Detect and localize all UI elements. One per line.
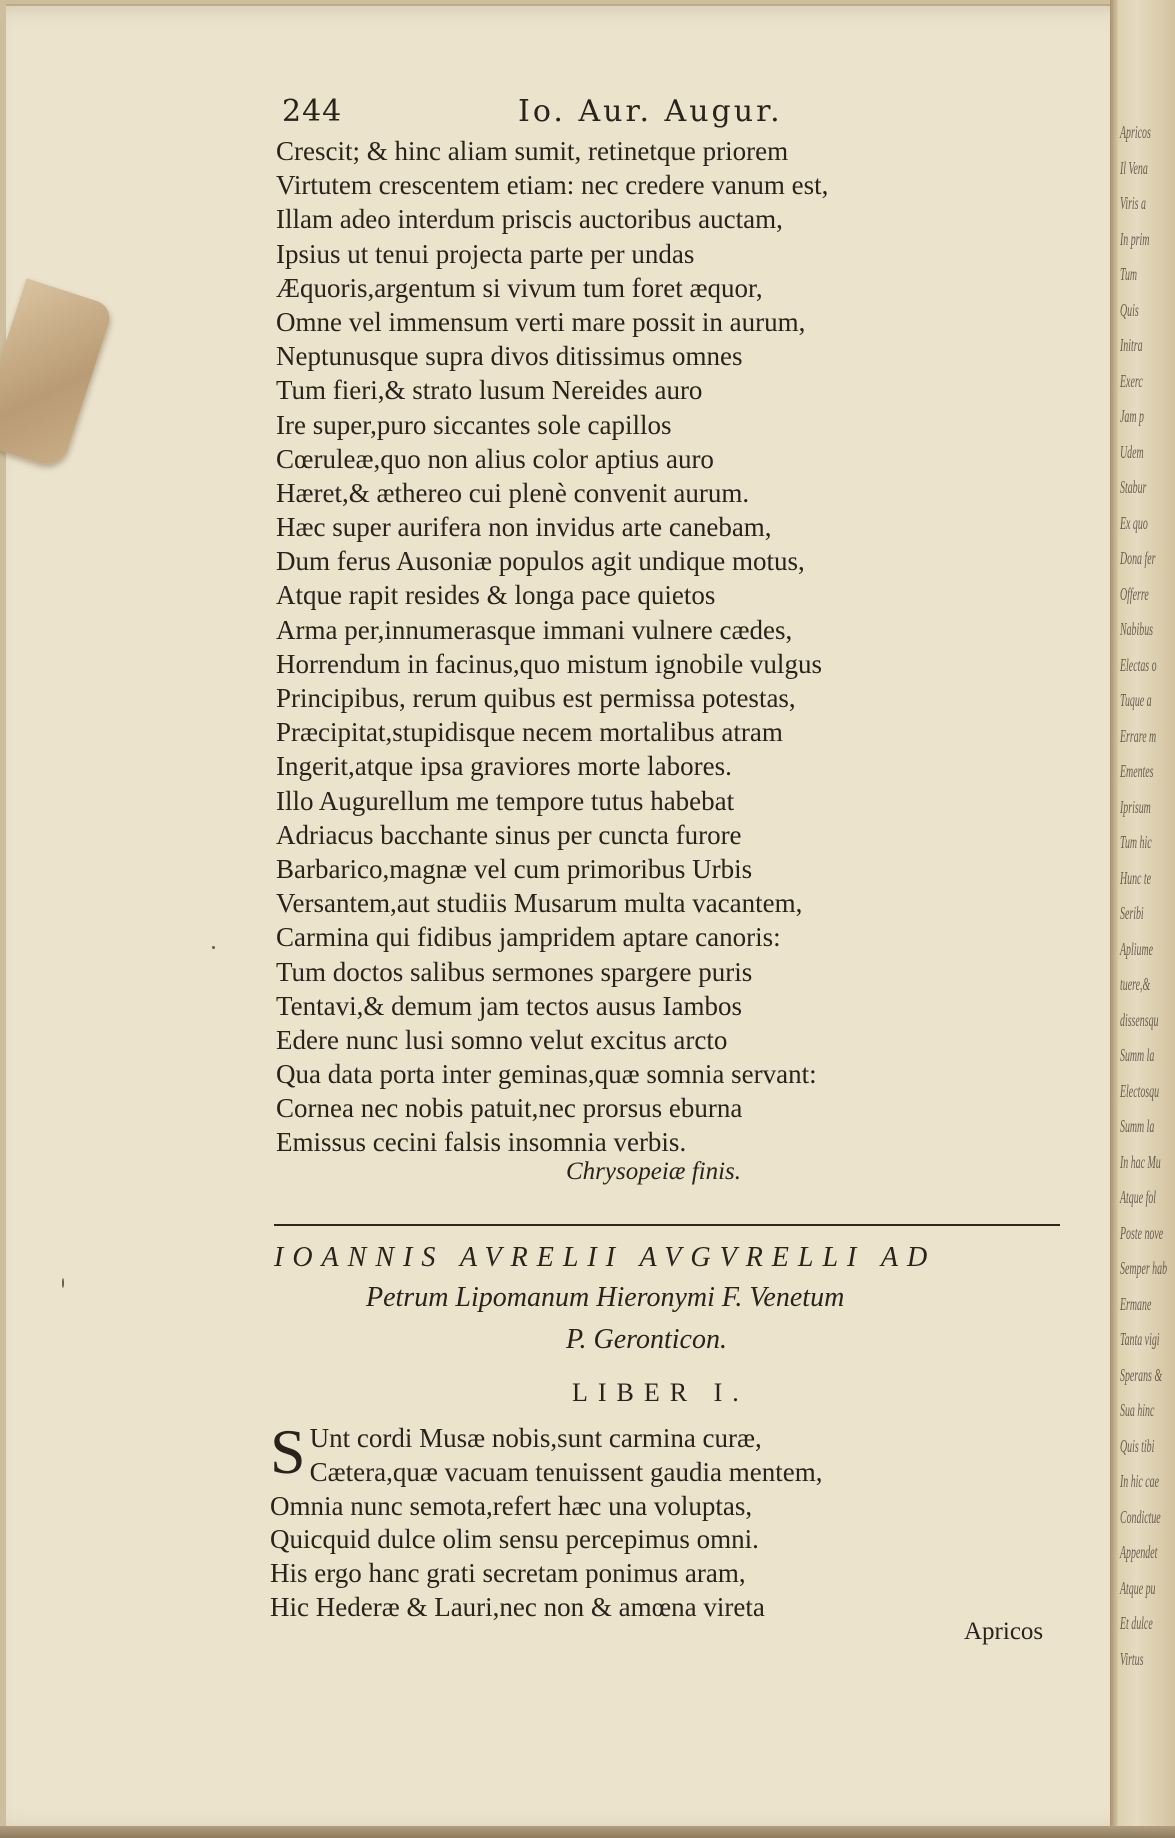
verse-line: Qua data porta inter geminas,quæ somnia servant: — [276, 1059, 817, 1090]
catchword: Apricos — [964, 1618, 1044, 1645]
adjacent-page-fragment: In hac Mu — [1120, 1151, 1161, 1172]
adjacent-page-fragment: Sua hinc — [1120, 1400, 1155, 1420]
verse-line: Omnia nunc semota,refert hæc una voluptas, — [270, 1490, 753, 1521]
adjacent-page-fragment: Nabibus — [1120, 619, 1154, 639]
adjacent-page-fragment: Atque fol — [1120, 1187, 1157, 1207]
book-number: LIBER I. — [572, 1378, 749, 1407]
adjacent-page-fragment: Ex quo — [1120, 512, 1148, 533]
adjacent-page-fragment: Offerre — [1120, 583, 1149, 604]
verse-line: Versantem,aut studiis Musarum multa vacantem, — [276, 888, 803, 919]
adjacent-page-fragment: Sperans & — [1120, 1364, 1163, 1385]
verse-line: Adriacus bacchante sinus per cuncta furore — [276, 819, 742, 850]
verse-line: Hæc super aurifera non invidus arte canebam, — [276, 512, 772, 543]
adjacent-page-edge — [1110, 0, 1175, 1838]
verse-line: Hæret,& æthereo cui plenè convenit aurum. — [276, 477, 750, 508]
poem-geronticon-opening — [270, 1416, 1050, 1625]
verse-line: Dum ferus Ausoniæ populos agit undique motus, — [276, 546, 805, 577]
verse-line: Ipsius ut tenui projecta parte per undas — [276, 238, 695, 269]
running-head — [282, 94, 862, 130]
adjacent-page-fragment: Viris a — [1120, 193, 1146, 213]
adjacent-page-fragment: Semper hab — [1120, 1258, 1168, 1278]
adjacent-page-fragment: dissensqu — [1120, 1009, 1159, 1030]
verse-line: Æquoris,argentum si vivum tum foret æquor, — [276, 272, 763, 303]
adjacent-page-fragment: Iprisum — [1120, 796, 1151, 817]
paper-speck — [212, 946, 215, 949]
verse-line: Atque rapit resides & longa pace quietos — [276, 580, 716, 611]
adjacent-page-fragment: Tuque a — [1120, 690, 1152, 710]
finis-line: Chrysopeiæ finis. — [566, 1158, 742, 1185]
adjacent-page-fragment: Apliume — [1120, 938, 1153, 959]
verse-line: Unt cordi Musæ nobis,sunt carmina curæ, — [309, 1423, 762, 1453]
poem-chrysopeia-ending — [276, 134, 976, 1160]
adjacent-page-fragment: Summ la — [1120, 1045, 1155, 1065]
adjacent-page-fragment: Exerc — [1120, 370, 1143, 391]
heading-dedicatee-line: Petrum Lipomanum Hieronymi F. Venetum — [366, 1282, 845, 1313]
verse-line: Illo Augurellum me tempore tutus habebat — [276, 785, 735, 816]
verse-line: Cætera,quæ vacuam tenuissent gaudia mentem, — [309, 1456, 823, 1487]
verse-line: Cœruleæ,quo non alius color aptius auro — [276, 443, 714, 474]
adjacent-page-fragment: Hunc te — [1120, 867, 1152, 888]
adjacent-page-fragment: Il Vena — [1120, 157, 1148, 178]
verse-line: Neptunusque supra divos ditissimus omnes — [276, 341, 743, 372]
adjacent-page-fragment: Dona fer — [1120, 548, 1156, 568]
book-page — [6, 4, 1147, 1832]
page-number: 244 — [282, 94, 343, 129]
page-bottom-edge — [0, 1826, 1175, 1838]
verse-line: Cornea nec nobis patuit,nec prorsus eburna — [276, 1093, 743, 1124]
verse-line: Præcipitat,stupidisque necem mortalibus atram — [276, 717, 783, 748]
adjacent-page-fragment: tuere,& — [1120, 974, 1151, 994]
verse-line: Quicquid dulce olim sensu percepimus omni. — [270, 1524, 759, 1555]
verse-line: Edere nunc lusi somno velut excitus arcto — [276, 1024, 728, 1055]
adjacent-page-fragment: Ementes — [1120, 761, 1154, 781]
section-divider — [274, 1224, 1060, 1226]
verse-line: Carmina qui fidibus jampridem aptare canoris: — [276, 922, 781, 953]
adjacent-page-fragment: Errare m — [1120, 725, 1157, 746]
verse-line: Omne vel immensum verti mare possit in aurum, — [276, 306, 806, 337]
adjacent-page-fragment: Poste nove — [1120, 1222, 1164, 1243]
drop-capital: S — [270, 1416, 306, 1487]
adjacent-page-fragment: Electosqu — [1120, 1080, 1160, 1101]
heading-work-title: P. Geronticon. — [566, 1324, 727, 1355]
verse-line: His ergo hanc grati secretam ponimus aram, — [270, 1558, 746, 1589]
adjacent-page-fragment: Tanta vigi — [1120, 1329, 1160, 1349]
running-title: Io. Aur. Augur. — [518, 94, 783, 129]
adjacent-page-fragment: Ermane — [1120, 1293, 1152, 1314]
adjacent-page-fragment: Seribi — [1120, 903, 1144, 923]
adjacent-page-fragment: Tum — [1120, 264, 1138, 284]
verse-line: Horrendum in facinus,quo mistum ignobile vulgus — [276, 648, 822, 679]
adjacent-page-fragment: Udem — [1120, 441, 1144, 462]
verse-line: Virtutem crescentem etiam: nec credere vanum est, — [276, 170, 829, 201]
verse-line: Arma per,innumerasque immani vulnere cædes, — [276, 614, 793, 645]
adjacent-page-fragment: Atque pu — [1120, 1577, 1156, 1598]
adjacent-page-fragment: Quis — [1120, 299, 1139, 320]
adjacent-page-fragment: Electas o — [1120, 654, 1157, 675]
adjacent-page-fragment: Initra — [1120, 335, 1143, 355]
adjacent-page-fragment: Et dulce — [1120, 1613, 1153, 1633]
adjacent-page-fragment: Quis tibi — [1120, 1435, 1155, 1456]
adjacent-page-fragment: Apricos — [1120, 122, 1151, 142]
adjacent-page-fragment: Stabur — [1120, 477, 1147, 497]
verse-line: Hic Hederæ & Lauri,nec non & amœna vireta — [270, 1591, 765, 1622]
verse-line: Tum doctos salibus sermones spargere puris — [276, 956, 753, 987]
page-fold — [1110, 0, 1118, 1838]
adjacent-page-fragment: Tum hic — [1120, 832, 1152, 852]
verse-line: Crescit; & hinc aliam sumit, retinetque priorem — [276, 136, 789, 166]
verse-line: Barbarico,magnæ vel cum primoribus Urbis — [276, 853, 753, 884]
verse-line: Ire super,puro siccantes sole capillos — [276, 409, 672, 440]
adjacent-page-fragment: Summ la — [1120, 1116, 1155, 1136]
verse-line: Tentavi,& demum jam tectos ausus Iambos — [276, 990, 743, 1021]
adjacent-page-fragment: In prim — [1120, 228, 1150, 249]
verse-line: Ingerit,atque ipsa graviores morte labores. — [276, 751, 732, 782]
verse-line: Tum fieri,& strato lusum Nereides auro — [276, 375, 703, 406]
verse-line: Principibus, rerum quibus est permissa potestas, — [276, 683, 796, 713]
verse-line: Illam adeo interdum priscis auctoribus auctam, — [276, 204, 783, 235]
paper-speck — [62, 1278, 64, 1288]
verse-line: Emissus cecini falsis insomnia verbis. — [276, 1127, 687, 1158]
adjacent-page-fragment: Appendet — [1120, 1542, 1158, 1562]
adjacent-page-fragment: In hic cae — [1120, 1471, 1160, 1491]
adjacent-page-fragment: Virtus — [1120, 1648, 1144, 1669]
adjacent-page-fragment: Condictue — [1120, 1506, 1161, 1527]
adjacent-page-fragment: Jam p — [1120, 406, 1144, 426]
heading-author-line: IOANNIS AVRELII AVGVRELLI AD — [274, 1242, 937, 1273]
